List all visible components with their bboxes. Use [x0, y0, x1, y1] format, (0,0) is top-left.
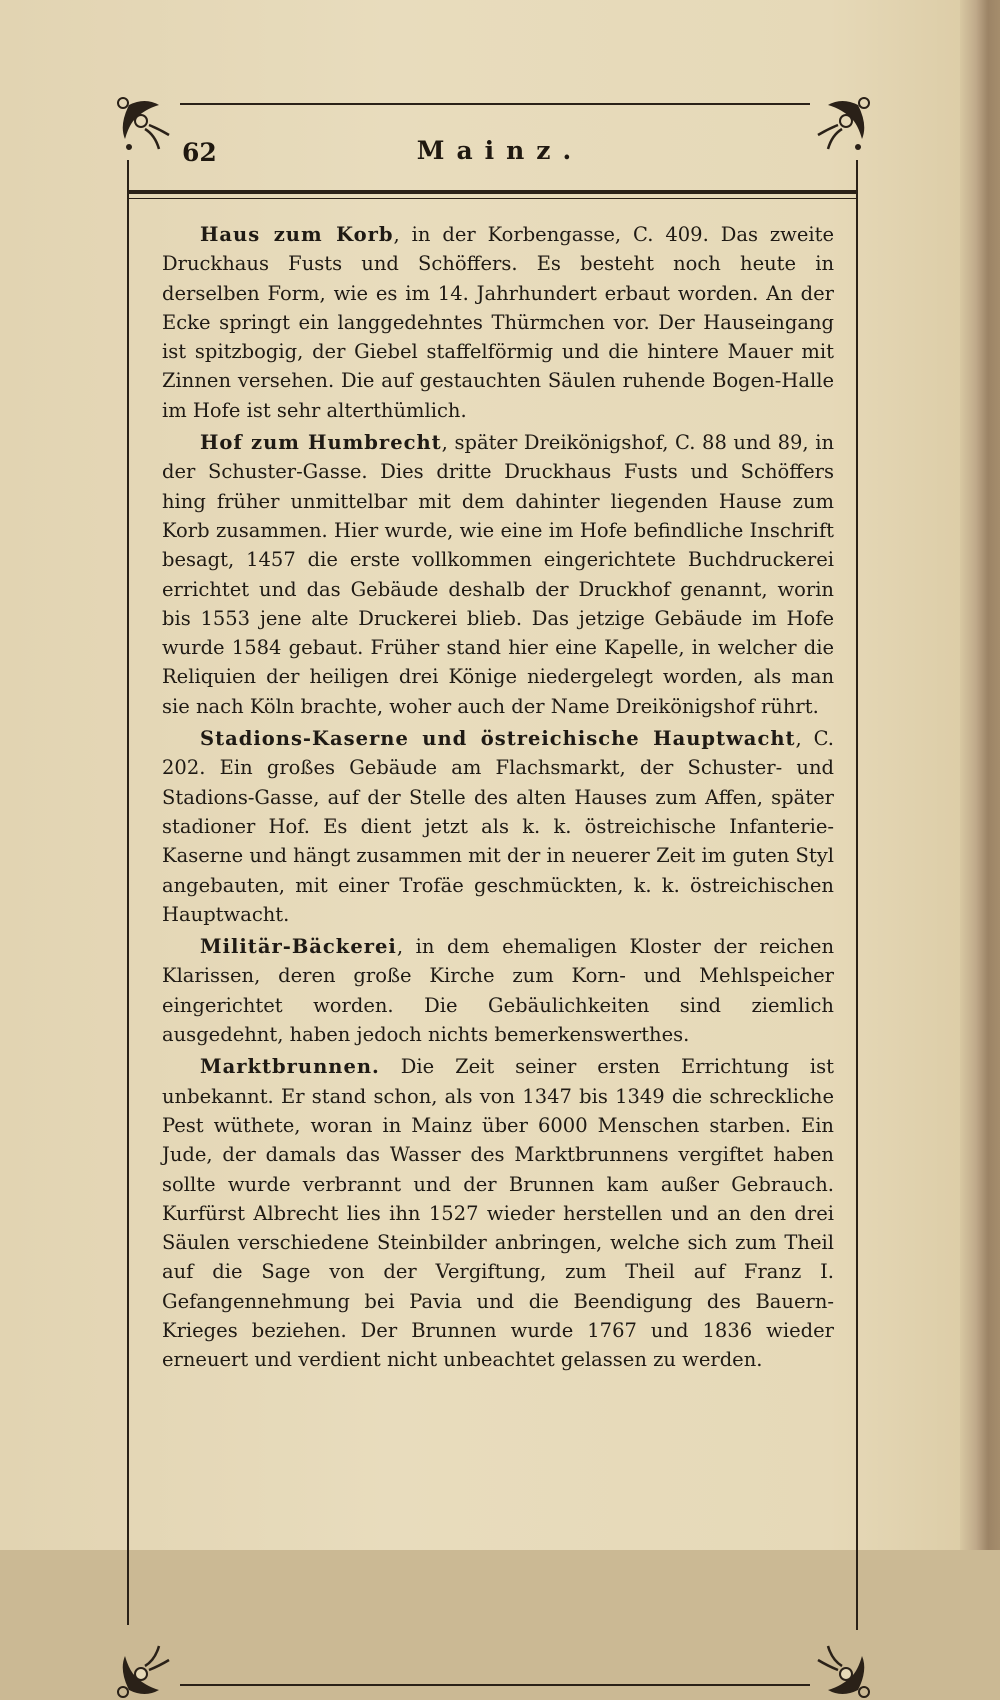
- paragraph-hof-zum-humbrecht: [162, 428, 834, 721]
- entry-heading: Stadions-Kaserne und östreichische Hauptwacht: [200, 727, 796, 751]
- bottom-border-rule: [180, 1684, 810, 1686]
- corner-ornament-top-left: [115, 95, 175, 155]
- entry-heading: Hof zum Humbrecht: [200, 431, 442, 455]
- paragraph-text: , in dem ehemaligen Kloster der reichen Klarissen, deren große Kirche zum Korn- und Mehlspeicher eingerichtet worden. Die Gebäulichkeiten sind ziemlich ausgedehnt, haben jedoch nichts bemerkenswerthes.: [162, 935, 834, 1047]
- entry-heading: Militär-Bäckerei: [200, 935, 397, 959]
- paragraph-text: , in der Korbengasse, C. 409. Das zweite Druckhaus Fusts und Schöffers. Es besteht noch heute in derselben Form, wie es im 14. Jahrhundert erbaut worden. An der Ecke springt ein langgedehntes Thürmchen vor. Der Hauseingang ist spitzbogig, der Giebel staffelförmig und die hintere Mauer mit Zinnen versehen. Die auf gestauchten Säulen ruhende Bogen-Halle im Hofe ist sehr alterthümlich.: [162, 223, 834, 422]
- page-number: 62: [182, 138, 217, 167]
- entry-heading: Marktbrunnen.: [200, 1055, 380, 1079]
- header-rule-thick: [129, 190, 856, 194]
- header-rule-thin: [129, 198, 856, 199]
- paragraph-text: , später Dreikönigshof, C. 88 und 89, in der Schuster-Gasse. Dies dritte Druckhaus Fusts und Schöffers hing früher unmittelbar mit dem dahinter liegenden Hause zum Korb zusammen. Hier wurde, wie eine im Hofe befindliche Inschrift besagt, 1457 die erste vollkommen eingerichtete Buchdruckerei errichtet und das Gebäude deshalb der Druckhof genannt, worin bis 1553 jene alte Druckerei blieb. Das jetzige Gebäude im Hofe wurde 1584 gebaut. Früher stand hier eine Kapelle, in welcher die Reliquien der heiligen drei Könige niedergelegt worden, als man sie nach Köln brachte, woher auch der Name Dreikönigshof rührt.: [162, 431, 835, 718]
- paragraph-text: Die Zeit seiner ersten Errichtung ist unbekannt. Er stand schon, als von 1347 bis 1349 die schreckliche Pest wüthete, woran in Mainz über 6000 Menschen starben. Ein Jude, der damals das Wasser des Marktbrunnens vergiftet haben sollte wurde verbrannt und der Brunnen kam außer Gebrauch. Kurfürst Albrecht lies ihn 1527 wieder herstellen und an den drei Säulen verschiedene Steinbilder anbringen, welche sich zum Theil auf die Sage von der Vergiftung, zum Theil auf Franz I. Gefangennehmung bei Pavia und die Beendigung des Bauern-Krieges beziehen. Der Brunnen wurde 1767 und 1836 wieder erneuert und verdient nicht unbeachtet gelassen zu werden.: [162, 1055, 834, 1372]
- running-title: Mainz.: [416, 136, 584, 165]
- corner-ornament-top-right: [812, 95, 872, 155]
- corner-ornament-bottom-right: [812, 1640, 872, 1700]
- right-border-rule: [856, 160, 858, 1630]
- entry-heading: Haus zum Korb: [200, 223, 394, 246]
- paragraph-text: , C. 202. Ein großes Gebäude am Flachsmarkt, der Schuster- und Stadions-Gasse, auf der Stelle des alten Hauses zum Affen, später stadioner Hof. Es dient jetzt als k. k. östreichische Infanterie-Kaserne und hängt zusammen mit der in neuerer Zeit im guten Styl angebauten, mit einer Trofäe geschmückten, k. k. östreichischen Hauptwacht.: [162, 727, 834, 926]
- top-border-rule: [180, 103, 810, 105]
- body-text: [162, 220, 834, 1378]
- paragraph-stadions-kaserne: [162, 724, 834, 929]
- paragraph-militaer-baeckerei: [162, 932, 834, 1049]
- book-spine: [960, 0, 1000, 1550]
- corner-ornament-bottom-left: [115, 1640, 175, 1700]
- paragraph-haus-zum-korb: [162, 220, 834, 425]
- paragraph-marktbrunnen: [162, 1052, 834, 1374]
- left-border-rule: [127, 160, 129, 1625]
